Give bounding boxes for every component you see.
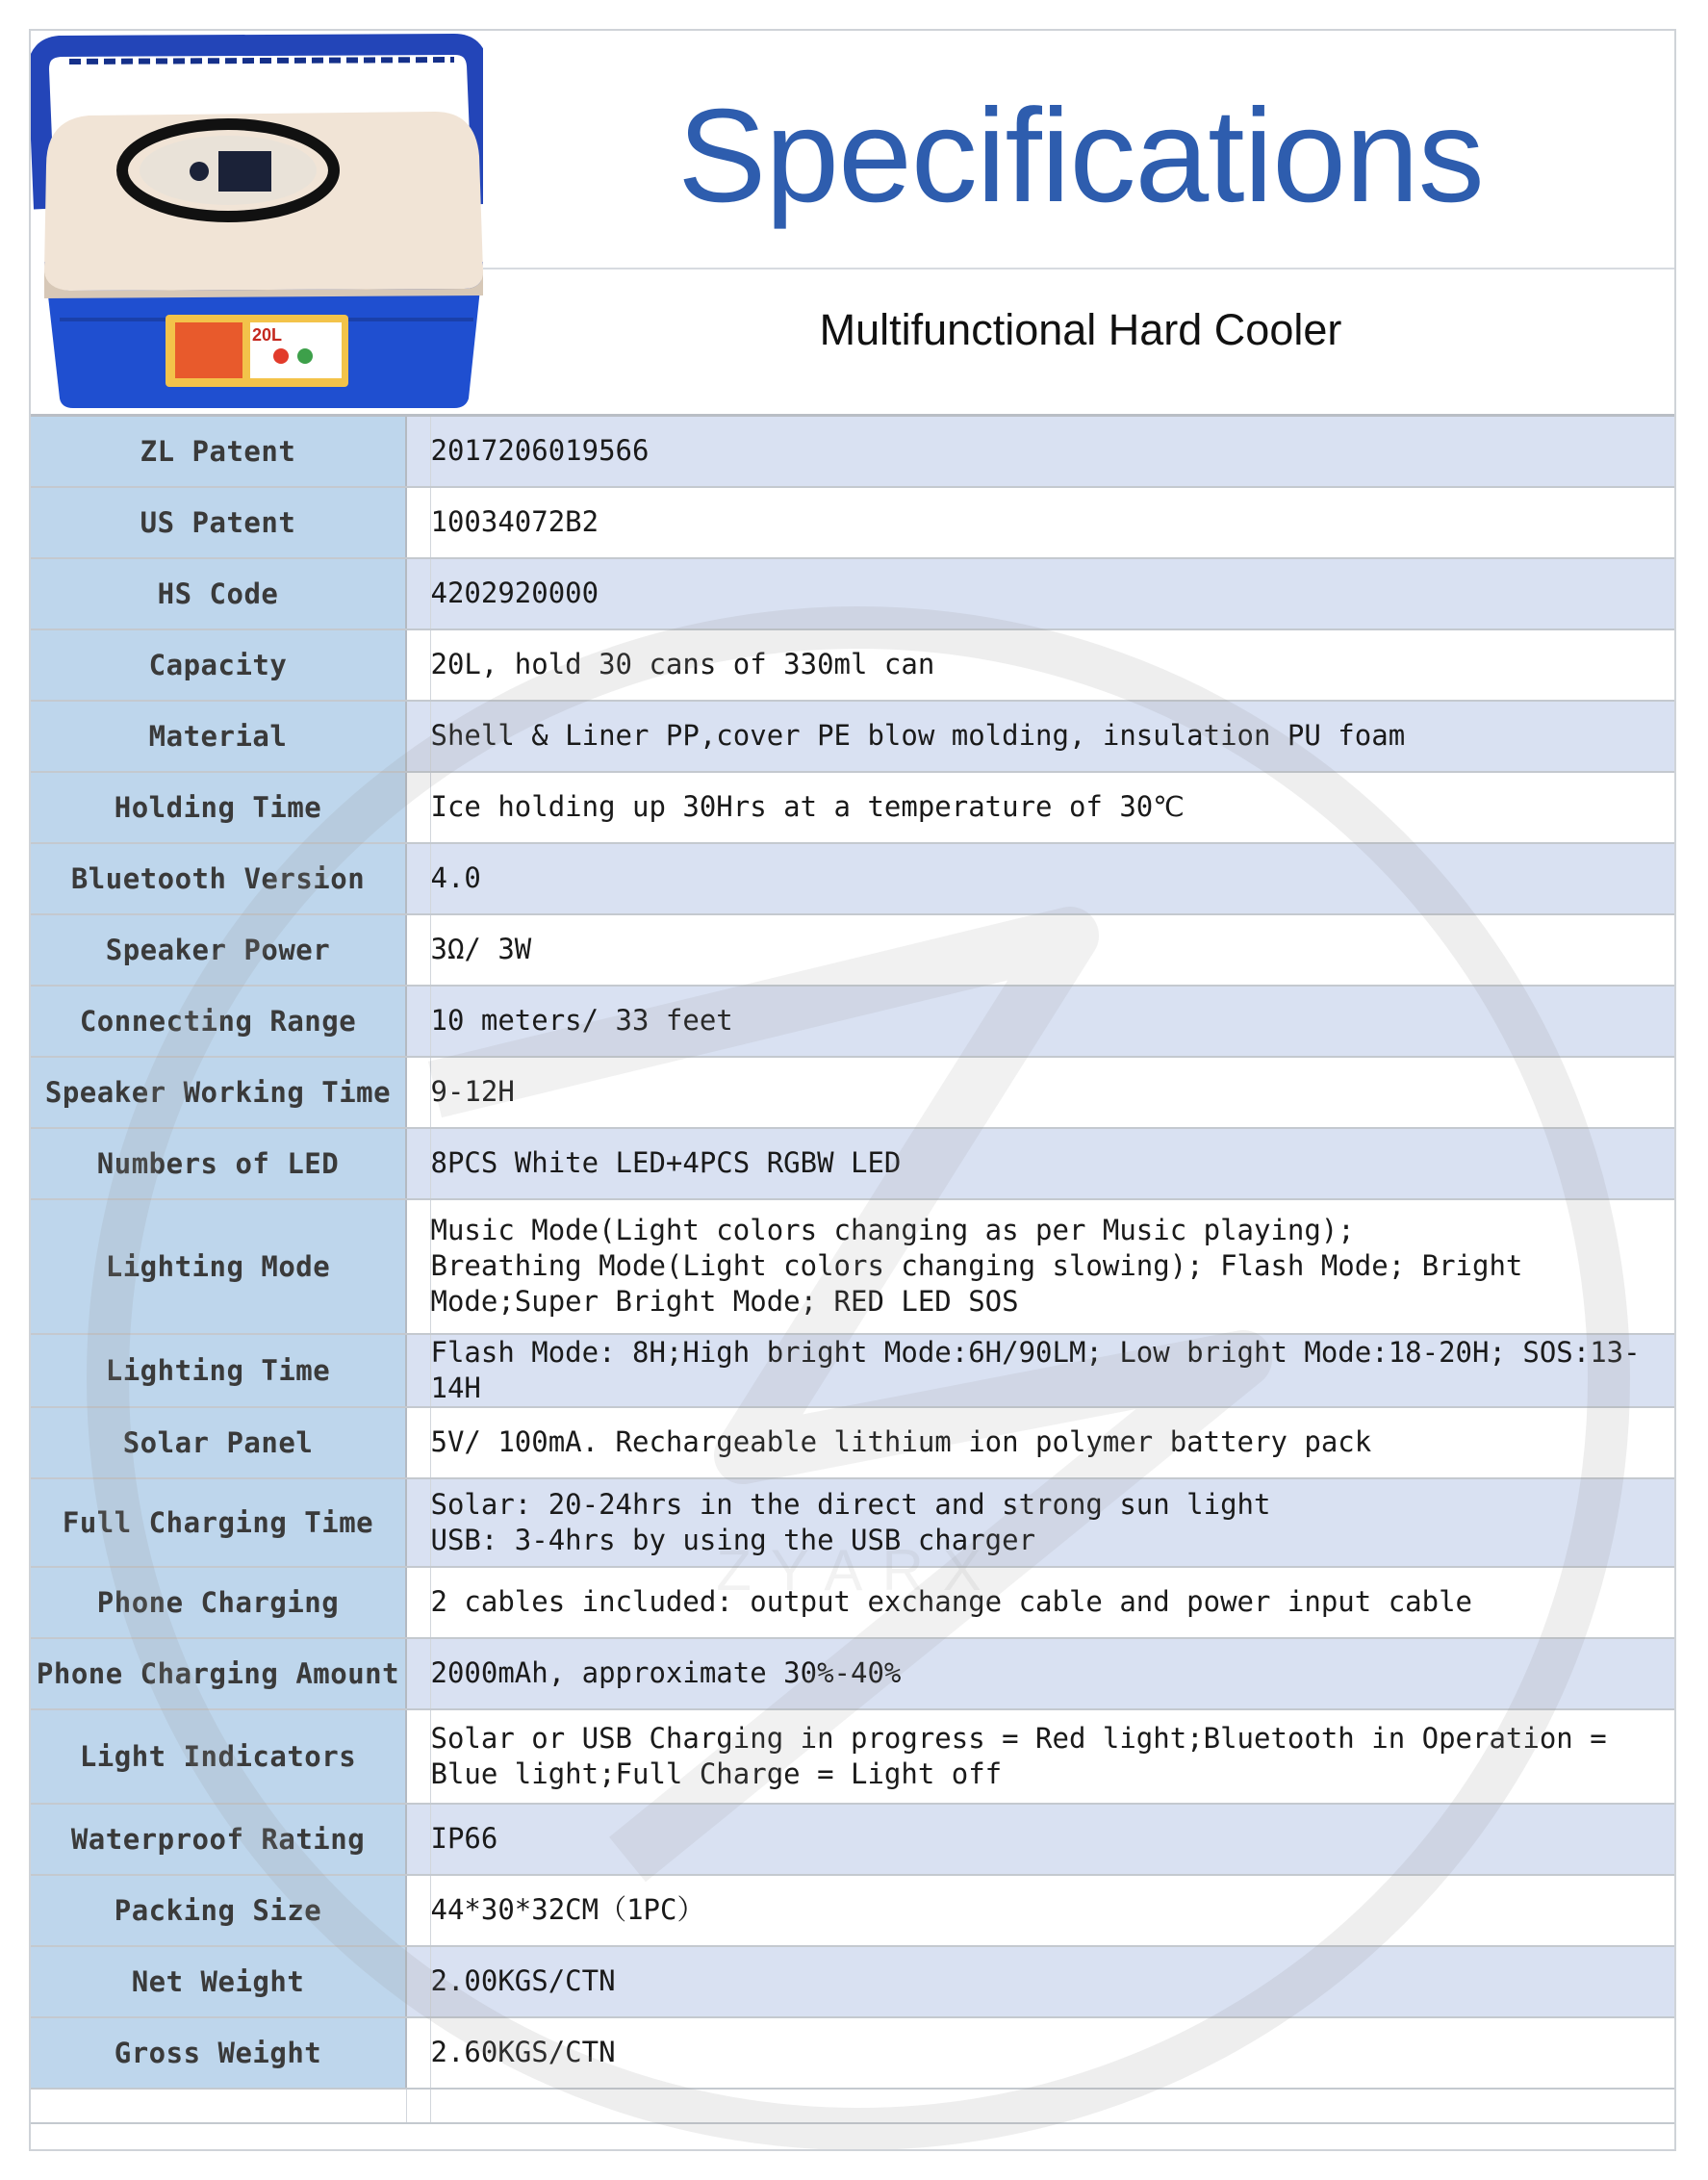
- spec-gap-cell: [406, 1128, 430, 1199]
- spec-row: [31, 1407, 1676, 1478]
- spec-row: [31, 1478, 1676, 1567]
- spec-value: Solar or USB Charging in progress = Red light;Bluetooth in Operation = Blue light;Full Charge = Light off: [430, 1709, 1676, 1804]
- spec-gap-cell: [406, 416, 430, 487]
- spec-row: [31, 629, 1676, 701]
- page-title: Specifications: [677, 82, 1484, 230]
- spec-row: [31, 1875, 1676, 1946]
- spec-gap-cell: [406, 629, 430, 701]
- spec-value: 4.0: [430, 843, 1676, 914]
- spec-label: ZL Patent: [31, 416, 406, 487]
- spec-value: 8PCS White LED+4PCS RGBW LED: [430, 1128, 1676, 1199]
- spec-label: Phone Charging: [31, 1567, 406, 1638]
- spec-row: [31, 1128, 1676, 1199]
- spec-value: 2000mAh, approximate 30%-40%: [430, 1638, 1676, 1709]
- spec-gap-cell: [406, 487, 430, 558]
- spec-gap-cell: [406, 1334, 430, 1407]
- spec-row: [31, 843, 1676, 914]
- spec-gap-cell: [406, 1057, 430, 1128]
- spec-row: [31, 1199, 1676, 1334]
- empty-cell: [430, 2089, 1676, 2123]
- spec-value: 2017206019566: [430, 416, 1676, 487]
- spec-gap-cell: [406, 2017, 430, 2089]
- spec-label: Speaker Power: [31, 914, 406, 986]
- spec-row: [31, 701, 1676, 772]
- spec-value: 2 cables included: output exchange cable and power input cable: [430, 1567, 1676, 1638]
- spec-label: Gross Weight: [31, 2017, 406, 2089]
- spec-value: 10 meters/ 33 feet: [430, 986, 1676, 1057]
- page-subtitle: Multifunctional Hard Cooler: [819, 305, 1342, 354]
- spec-value: 3Ω/ 3W: [430, 914, 1676, 986]
- spec-row: [31, 487, 1676, 558]
- spec-value: 20L, hold 30 cans of 330ml can: [430, 629, 1676, 701]
- spec-label: Lighting Mode: [31, 1199, 406, 1334]
- spec-gap-cell: [406, 701, 430, 772]
- spec-label: Numbers of LED: [31, 1128, 406, 1199]
- spec-row: [31, 2017, 1676, 2089]
- spec-gap-cell: [406, 1638, 430, 1709]
- spec-gap-cell: [406, 1478, 430, 1567]
- spec-gap-cell: [406, 772, 430, 843]
- spec-sheet: [29, 29, 1676, 2151]
- spec-label: HS Code: [31, 558, 406, 629]
- spec-row: [31, 986, 1676, 1057]
- spec-row: [31, 1804, 1676, 1875]
- spec-gap-cell: [406, 1946, 430, 2017]
- spec-row: [31, 1057, 1676, 1128]
- spec-row: [31, 914, 1676, 986]
- title-divider: [483, 268, 1676, 269]
- spec-row: [31, 772, 1676, 843]
- spec-row: [31, 1567, 1676, 1638]
- spec-value: Flash Mode: 8H;High bright Mode:6H/90LM; Low bright Mode:18-20H; SOS:13-14H: [430, 1334, 1676, 1407]
- spec-value: 9-12H: [430, 1057, 1676, 1128]
- spec-gap-cell: [406, 914, 430, 986]
- spec-row: [31, 416, 1676, 487]
- spec-row: [31, 1946, 1676, 2017]
- spec-gap-cell: [406, 1199, 430, 1334]
- spec-table: [31, 414, 1676, 2124]
- spec-label: Full Charging Time: [31, 1478, 406, 1567]
- spec-label: Holding Time: [31, 772, 406, 843]
- spec-value: Ice holding up 30Hrs at a temperature of 30℃: [430, 772, 1676, 843]
- spec-gap-cell: [406, 843, 430, 914]
- spec-value: 2.60KGS/CTN: [430, 2017, 1676, 2089]
- spec-label: Connecting Range: [31, 986, 406, 1057]
- spec-label: Net Weight: [31, 1946, 406, 2017]
- spec-label: Bluetooth Version: [31, 843, 406, 914]
- spec-label: Lighting Time: [31, 1334, 406, 1407]
- spec-gap-cell: [406, 1875, 430, 1946]
- spec-label: Capacity: [31, 629, 406, 701]
- spec-value: 4202920000: [430, 558, 1676, 629]
- spec-row: [31, 558, 1676, 629]
- spec-label: US Patent: [31, 487, 406, 558]
- spec-label: Speaker Working Time: [31, 1057, 406, 1128]
- spec-label: Waterproof Rating: [31, 1804, 406, 1875]
- spec-value: Music Mode(Light colors changing as per Music playing); Breathing Mode(Light colors changing slowing); Flash Mode; Bright Mode;Super Bright Mode; RED LED SOS: [430, 1199, 1676, 1334]
- spec-value: 44*30*32CM（1PC）: [430, 1875, 1676, 1946]
- spec-gap-cell: [406, 558, 430, 629]
- spec-gap-cell: [406, 1407, 430, 1478]
- spec-label: Phone Charging Amount: [31, 1638, 406, 1709]
- spec-row: [31, 1638, 1676, 1709]
- spec-label: Material: [31, 701, 406, 772]
- spec-label: Solar Panel: [31, 1407, 406, 1478]
- spec-value: Solar: 20-24hrs in the direct and strong sun light USB: 3-4hrs by using the USB charger: [430, 1478, 1676, 1567]
- spec-value: 2.00KGS/CTN: [430, 1946, 1676, 2017]
- spec-value: 5V/ 100mA. Rechargeable lithium ion polymer battery pack: [430, 1407, 1676, 1478]
- empty-row: [31, 2089, 1676, 2123]
- empty-cell: [406, 2089, 430, 2123]
- spec-value: IP66: [430, 1804, 1676, 1875]
- spec-value: Shell & Liner PP,cover PE blow molding, insulation PU foam: [430, 701, 1676, 772]
- header: [31, 31, 1676, 414]
- spec-row: [31, 1334, 1676, 1407]
- spec-row: [31, 1709, 1676, 1804]
- empty-cell: [31, 2089, 406, 2123]
- spec-gap-cell: [406, 1709, 430, 1804]
- spec-gap-cell: [406, 986, 430, 1057]
- spec-label: Packing Size: [31, 1875, 406, 1946]
- spec-gap-cell: [406, 1804, 430, 1875]
- spec-value: 10034072B2: [430, 487, 1676, 558]
- spec-label: Light Indicators: [31, 1709, 406, 1804]
- spec-gap-cell: [406, 1567, 430, 1638]
- cooler-product-image: [31, 31, 483, 414]
- product-badge: 20L: [252, 325, 283, 345]
